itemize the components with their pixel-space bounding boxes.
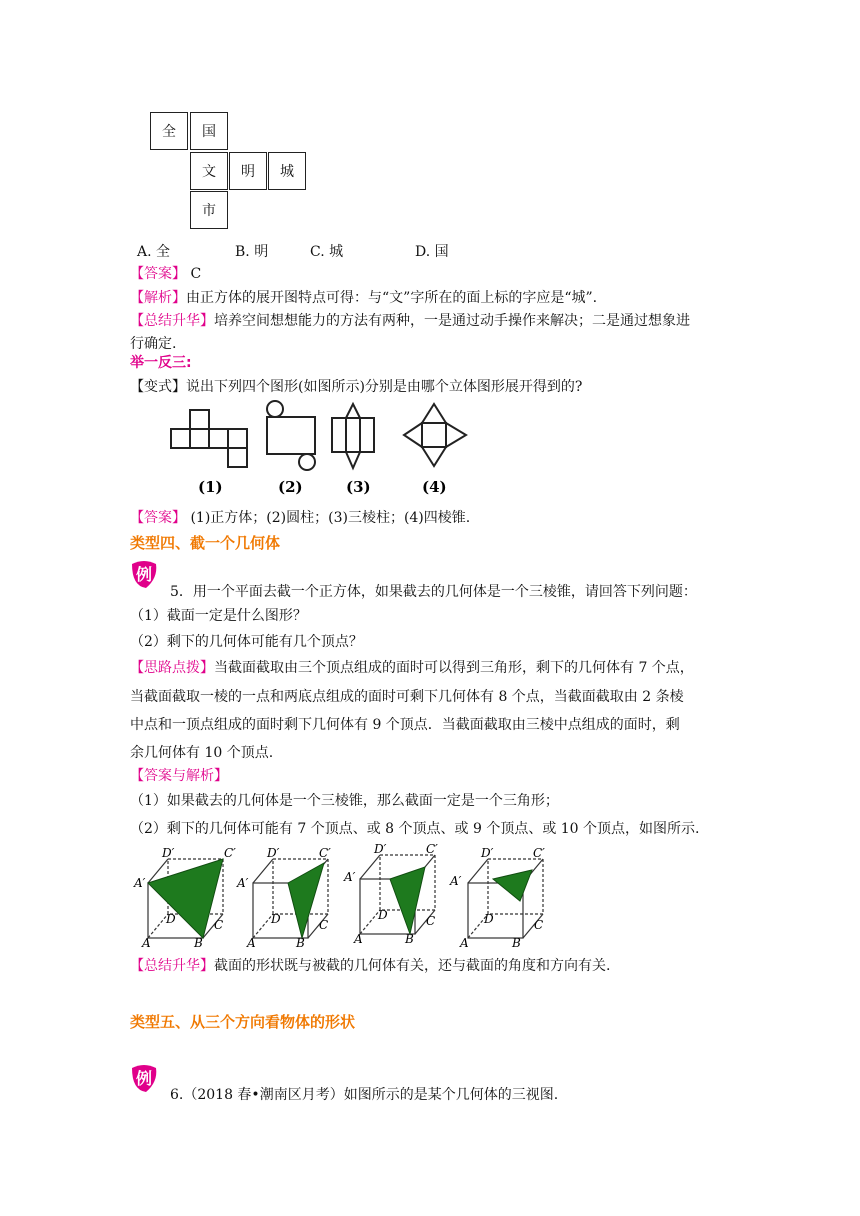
net-cell: 全 bbox=[150, 112, 188, 150]
svg-text:C′: C′ bbox=[319, 846, 331, 860]
example-badge-icon bbox=[128, 1062, 160, 1094]
q5-hint-l4: 余几何体有 10 个顶点. bbox=[130, 745, 274, 761]
q5-sub2: （2）剩下的几何体可能有几个顶点？ bbox=[130, 634, 363, 650]
svg-text:D: D bbox=[166, 912, 176, 926]
option-b: B. 明 bbox=[235, 244, 269, 260]
option-d: D. 国 bbox=[415, 244, 449, 260]
net-label-4: (4) bbox=[422, 478, 447, 496]
q4-summary bbox=[130, 311, 690, 331]
cube-1 bbox=[133, 846, 236, 950]
option-a: A. 全 bbox=[137, 244, 171, 260]
net-label-1: (1) bbox=[198, 478, 223, 496]
net-cell: 城 bbox=[268, 152, 306, 190]
svg-text:C′: C′ bbox=[224, 846, 236, 860]
net-3-prism bbox=[332, 404, 374, 468]
svg-text:D: D bbox=[271, 912, 281, 926]
q5-answer-2: （2）剩下的几何体可能有 7 个顶点、或 8 个顶点、或 9 个顶点、或 10 个顶点，如图所示. bbox=[130, 821, 700, 837]
variant-nets-figure bbox=[160, 398, 500, 502]
svg-text:C: C bbox=[319, 918, 329, 932]
net-cell: 国 bbox=[190, 112, 228, 150]
variant-answer bbox=[130, 508, 470, 528]
answer-tag: 【答案】 bbox=[130, 266, 186, 282]
net-cell: 文 bbox=[190, 152, 228, 190]
q4-analysis bbox=[130, 288, 597, 308]
section-5-title: 类型五、从三个方向看物体的形状 bbox=[130, 1013, 356, 1031]
svg-text:D′: D′ bbox=[374, 843, 387, 856]
svg-text:C: C bbox=[214, 918, 224, 932]
summary-tag: 【总结升华】 bbox=[130, 313, 214, 329]
net-cell: 明 bbox=[229, 152, 267, 190]
q5-stem: 5．用一个平面去截一个正方体，如果截去的几何体是一个三棱锥，请回答下列问题： bbox=[170, 584, 697, 600]
svg-text:A′: A′ bbox=[344, 870, 356, 884]
net-label-3: (3) bbox=[346, 478, 371, 496]
svg-text:D: D bbox=[484, 912, 494, 926]
variant-title: 举一反三: bbox=[130, 355, 192, 371]
summary-text: 培养空间想想能力的方法有两种，一是通过动手操作来解决；二是通过想象进 bbox=[214, 313, 690, 329]
svg-text:C: C bbox=[426, 914, 436, 928]
example-badge-icon bbox=[128, 558, 160, 590]
svg-text:例: 例 bbox=[135, 565, 153, 584]
svg-text:B: B bbox=[512, 936, 521, 950]
net-2-cylinder bbox=[267, 401, 315, 470]
svg-text:A: A bbox=[354, 932, 363, 946]
analysis-text: 由正方体的展开图特点可得：与“文”字所在的面上标的字应是“城”. bbox=[186, 290, 598, 306]
q4-answer bbox=[130, 264, 201, 284]
section-4-title: 类型四、截一个几何体 bbox=[130, 534, 281, 552]
svg-text:B: B bbox=[405, 932, 414, 946]
q5-sub1: （1）截面一定是什么图形？ bbox=[130, 608, 307, 624]
q5-answer-title: 【答案与解析】 bbox=[130, 768, 228, 784]
svg-text:例: 例 bbox=[135, 1069, 153, 1088]
q5-summary bbox=[130, 956, 610, 976]
q5-hint bbox=[130, 658, 694, 678]
hint-tag: 【思路点拨】 bbox=[130, 660, 214, 676]
q5-hint-l3: 中点和一顶点组成的面时剩下几何体有 9 个顶点．当截面截取由三棱中点组成的面时，剩 bbox=[130, 717, 680, 733]
answer-text: (1)正方体；(2)圆柱；(3)三棱柱；(4)四棱锥. bbox=[186, 510, 471, 526]
q4-summary-cont: 行确定. bbox=[130, 336, 177, 352]
svg-text:C′: C′ bbox=[533, 846, 545, 860]
svg-text:C: C bbox=[534, 918, 544, 932]
net-4-pyramid bbox=[404, 404, 466, 466]
svg-text:A: A bbox=[460, 936, 469, 950]
variant-question bbox=[130, 377, 582, 397]
svg-text:D′: D′ bbox=[481, 846, 494, 860]
cube-2 bbox=[236, 846, 331, 950]
svg-text:A: A bbox=[247, 936, 256, 950]
analysis-tag: 【解析】 bbox=[130, 290, 186, 306]
cube-3 bbox=[343, 843, 438, 946]
svg-text:D′: D′ bbox=[162, 846, 175, 860]
summary-text: 截面的形状既与被截的几何体有关，还与截面的角度和方向有关. bbox=[214, 958, 611, 974]
svg-text:A: A bbox=[142, 936, 151, 950]
q5-hint-l2: 当截面截取一棱的一点和两底点组成的面时可剩下几何体有 8 个点，当截面截取由 2 条棱 bbox=[130, 689, 684, 705]
variant-tag: 【变式】 bbox=[130, 379, 186, 395]
net-cell: 市 bbox=[190, 191, 228, 229]
answer-text: C bbox=[186, 266, 202, 282]
q6-stem: 6.（2018 春•潮南区月考）如图所示的是某个几何体的三视图. bbox=[170, 1087, 559, 1103]
svg-text:A′: A′ bbox=[134, 876, 146, 890]
svg-text:D′: D′ bbox=[267, 846, 280, 860]
svg-text:A′: A′ bbox=[450, 874, 462, 888]
cube-sections-figure bbox=[128, 843, 558, 950]
cube-4 bbox=[449, 846, 545, 950]
svg-text:C′: C′ bbox=[426, 843, 438, 856]
hint-text: 当截面截取由三个顶点组成的面时可以得到三角形，剩下的几何体有 7 个点， bbox=[214, 660, 694, 676]
option-c: C. 城 bbox=[310, 244, 344, 260]
svg-text:B: B bbox=[296, 936, 305, 950]
svg-text:A′: A′ bbox=[237, 876, 249, 890]
answer-tag: 【答案】 bbox=[130, 510, 186, 526]
net-label-2: (2) bbox=[278, 478, 303, 496]
q5-answer-1: （1）如果截去的几何体是一个三棱锥，那么截面一定是一个三角形； bbox=[130, 793, 559, 809]
svg-text:B: B bbox=[194, 936, 203, 950]
summary-tag: 【总结升华】 bbox=[130, 958, 214, 974]
net-1-cube bbox=[171, 410, 247, 467]
svg-text:D: D bbox=[378, 908, 388, 922]
variant-text: 说出下列四个图形(如图所示)分别是由哪个立体图形展开得到的? bbox=[186, 379, 583, 395]
